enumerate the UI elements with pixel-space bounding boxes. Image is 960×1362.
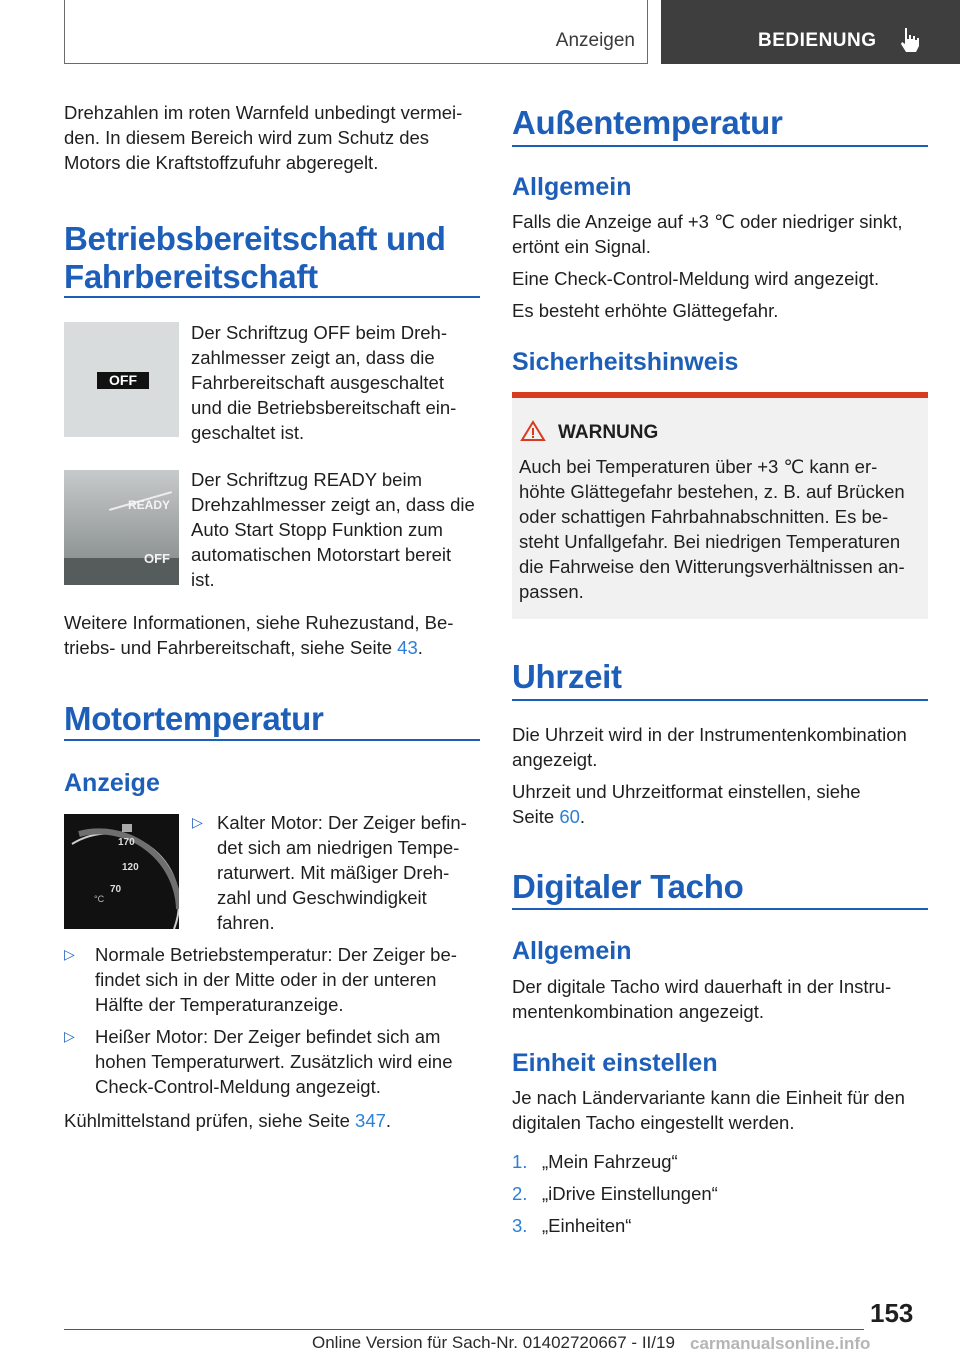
bullet-line: Heißer Motor: Der Zeiger befindet sich am bbox=[95, 1026, 441, 1047]
warning-triangle-icon bbox=[520, 420, 546, 442]
heading-line: Betriebsbereitschaft und bbox=[64, 220, 446, 257]
warning-box bbox=[512, 392, 928, 619]
heading-rule bbox=[512, 145, 928, 147]
text-line: Der digitale Tacho wird dauerhaft in der Instru- bbox=[512, 976, 892, 997]
subheading: Anzeige bbox=[64, 769, 160, 797]
page-link-43[interactable]: 43 bbox=[397, 637, 418, 658]
text-line: digitalen Tacho eingestellt werden. bbox=[512, 1112, 795, 1133]
warning-title: WARNUNG bbox=[558, 422, 659, 443]
off-indicator-image bbox=[64, 322, 179, 437]
text-line: mentenkombination angezeigt. bbox=[512, 1001, 764, 1022]
bullet-line: Check-Control-Meldung angezeigt. bbox=[95, 1076, 381, 1097]
heading-rule bbox=[512, 908, 928, 910]
bullet-line: hohen Temperaturwert. Zusätzlich wird eine bbox=[95, 1051, 453, 1072]
warning-text bbox=[519, 454, 924, 604]
aussen-paragraph-3 bbox=[512, 298, 932, 323]
ready-label: READY bbox=[128, 498, 171, 512]
desc-line: Drehzahlmesser zeigt an, dass die bbox=[191, 494, 475, 515]
hand-pointer-icon bbox=[897, 26, 923, 54]
step-text: „iDrive Einstellungen“ bbox=[542, 1183, 718, 1204]
bullet-line: fahren. bbox=[217, 912, 275, 933]
warning-line: oder schattigen Fahrbahnabschnitten. Es be- bbox=[519, 506, 889, 527]
text-line: Die Uhrzeit wird in der Instrumentenkombination bbox=[512, 724, 907, 745]
warning-line: steht Unfallgefahr. Bei niedrigen Temperaturen bbox=[519, 531, 901, 552]
bullet-cold-engine bbox=[192, 810, 482, 935]
subheading: Allgemein bbox=[512, 173, 632, 201]
heading-line: Digitaler Tacho bbox=[512, 868, 744, 905]
more-info-paragraph: Weitere Informationen, siehe Ruhezustand, Be- triebs- und Fahrbereitschaft, siehe Seite 43. bbox=[64, 610, 484, 660]
heading-aussentemperatur bbox=[512, 104, 783, 142]
desc-line: und die Betriebsbereitschaft ein- bbox=[191, 397, 457, 418]
desc-line: Der Schriftzug OFF beim Dreh- bbox=[191, 322, 447, 343]
desc-line: zahlmesser zeigt an, dass die bbox=[191, 347, 435, 368]
text-line: Seite bbox=[512, 806, 560, 827]
ready-description bbox=[191, 467, 483, 592]
header-chapter-title: BEDIENUNG bbox=[758, 30, 877, 51]
footer-version: Online Version für Sach-Nr. 01402720667 - II/19 bbox=[312, 1333, 675, 1352]
bullet-line: Normale Betriebstemperatur: Der Zeiger be- bbox=[95, 944, 457, 965]
heading-line: Uhrzeit bbox=[512, 658, 622, 695]
steps-list bbox=[512, 1149, 932, 1245]
heading-motortemperatur bbox=[64, 700, 484, 738]
bullet-line: zahl und Geschwindigkeit bbox=[217, 887, 427, 908]
heading-betriebsbereitschaft bbox=[64, 220, 484, 296]
subheading: Sicherheitshinweis bbox=[512, 348, 739, 376]
heading-anzeige bbox=[64, 768, 160, 798]
temperature-gauge-image bbox=[64, 814, 179, 929]
bullet-line: findet sich in der Mitte oder in der unteren bbox=[95, 969, 437, 990]
einheit-paragraph bbox=[512, 1085, 932, 1135]
step-text: „Mein Fahrzeug“ bbox=[542, 1151, 678, 1172]
header-chapter-box bbox=[661, 0, 960, 64]
gauge-label: °C bbox=[94, 894, 105, 904]
bullet-line: Hälfte der Temperaturanzeige. bbox=[95, 994, 344, 1015]
intro-line: den. In diesem Bereich wird zum Schutz des bbox=[64, 127, 430, 148]
more-info-line: triebs- und Fahrbereitschaft, siehe Seite bbox=[64, 637, 398, 658]
intro-line: Drehzahlen im roten Warnfeld unbedingt vermei- bbox=[64, 102, 463, 123]
heading-allgemein-2 bbox=[512, 936, 631, 966]
page-link-347[interactable]: 347 bbox=[355, 1110, 386, 1131]
uhrzeit-paragraph-2: Uhrzeit und Uhrzeitformat einstellen, siehe Seite 60. bbox=[512, 779, 932, 829]
footer-rule bbox=[64, 1329, 864, 1330]
bullet-line: raturwert. Mit mäßiger Dreh- bbox=[217, 862, 450, 883]
gauge-label: 120 bbox=[122, 862, 139, 873]
bullet-triangle-icon: ▷ bbox=[192, 814, 203, 830]
bullet-line: Kalter Motor: Der Zeiger befin- bbox=[217, 812, 467, 833]
gauge-label: 170 bbox=[118, 837, 135, 848]
bullet-normal-temp bbox=[64, 942, 484, 1017]
text-line: Eine Check-Control-Meldung wird angezeigt. bbox=[512, 268, 880, 289]
off-label: OFF bbox=[97, 372, 149, 389]
more-info-line: Weitere Informationen, siehe Ruhezustand, Be- bbox=[64, 612, 454, 633]
heading-uhrzeit bbox=[512, 658, 622, 696]
heading-line: Motortemperatur bbox=[64, 700, 324, 737]
desc-line: ist. bbox=[191, 569, 215, 590]
list-item bbox=[512, 1181, 932, 1213]
heading-sicherheitshinweis bbox=[512, 347, 738, 377]
text-line: Es besteht erhöhte Glättegefahr. bbox=[512, 300, 779, 321]
page-number: 153 bbox=[870, 1298, 914, 1328]
list-item bbox=[512, 1213, 932, 1245]
gauge-label: 70 bbox=[110, 884, 122, 895]
list-item bbox=[512, 1149, 932, 1181]
step-number: 3. bbox=[512, 1215, 528, 1236]
coolant-paragraph: Kühlmittelstand prüfen, siehe Seite 347. bbox=[64, 1110, 392, 1131]
ready-off-label: OFF bbox=[144, 551, 170, 566]
warning-line: höhte Glättegefahr bestehen, z. B. auf Brücken bbox=[519, 481, 905, 502]
bullet-hot-engine bbox=[64, 1024, 484, 1099]
off-description bbox=[191, 320, 481, 445]
desc-line: geschaltet ist. bbox=[191, 422, 305, 443]
text-line: Je nach Ländervariante kann die Einheit für den bbox=[512, 1087, 905, 1108]
bullet-triangle-icon: ▷ bbox=[64, 1028, 75, 1044]
text-line: ertönt ein Signal. bbox=[512, 236, 651, 257]
coolant-text: Kühlmittelstand prüfen, siehe Seite bbox=[64, 1110, 356, 1131]
heading-rule bbox=[64, 296, 480, 298]
heading-allgemein bbox=[512, 172, 631, 202]
heading-line: Außentemperatur bbox=[512, 104, 783, 141]
text-line: angezeigt. bbox=[512, 749, 598, 770]
desc-line: Der Schriftzug READY beim bbox=[191, 469, 422, 490]
warning-line: Auch bei Temperaturen über +3 ℃ kann er- bbox=[519, 456, 878, 477]
subheading: Einheit einstellen bbox=[512, 1049, 718, 1077]
desc-line: Auto Start Stopp Funktion zum bbox=[191, 519, 443, 540]
heading-digitaler-tacho bbox=[512, 868, 743, 906]
step-number: 1. bbox=[512, 1151, 528, 1172]
step-text: „Einheiten“ bbox=[542, 1215, 632, 1236]
desc-line: automatischen Motorstart bereit bbox=[191, 544, 452, 565]
warning-line: die Fahrweise den Witterungsverhältnissen an- bbox=[519, 556, 905, 577]
aussen-paragraph-2 bbox=[512, 266, 932, 291]
desc-line: Fahrbereitschaft ausgeschaltet bbox=[191, 372, 444, 393]
step-number: 2. bbox=[512, 1183, 528, 1204]
heading-rule bbox=[512, 699, 928, 701]
heading-line: Fahrbereitschaft bbox=[64, 258, 318, 295]
header-section-box bbox=[64, 0, 648, 64]
bullet-triangle-icon: ▷ bbox=[64, 946, 75, 962]
bullet-line: det sich am niedrigen Tempe- bbox=[217, 837, 460, 858]
ready-indicator-image bbox=[64, 470, 179, 585]
warning-line: passen. bbox=[519, 581, 584, 602]
aussen-paragraph-1 bbox=[512, 209, 932, 259]
subheading: Allgemein bbox=[512, 937, 632, 965]
intro-line: Motors die Kraftstoffzufuhr abgeregelt. bbox=[64, 152, 379, 173]
uhrzeit-paragraph-1 bbox=[512, 722, 932, 772]
header-section-title: Anzeigen bbox=[555, 30, 635, 51]
heading-rule bbox=[64, 739, 480, 741]
intro-paragraph bbox=[64, 100, 484, 175]
heading-einheit-einstellen bbox=[512, 1048, 718, 1078]
text-line: Falls die Anzeige auf +3 ℃ oder niedriger sinkt, bbox=[512, 211, 903, 232]
page-link-60[interactable]: 60 bbox=[559, 806, 580, 827]
tacho-paragraph bbox=[512, 974, 932, 1024]
text-line: Uhrzeit und Uhrzeitformat einstellen, siehe bbox=[512, 781, 861, 802]
footer-watermark: carmanualsonline.info bbox=[690, 1334, 871, 1353]
